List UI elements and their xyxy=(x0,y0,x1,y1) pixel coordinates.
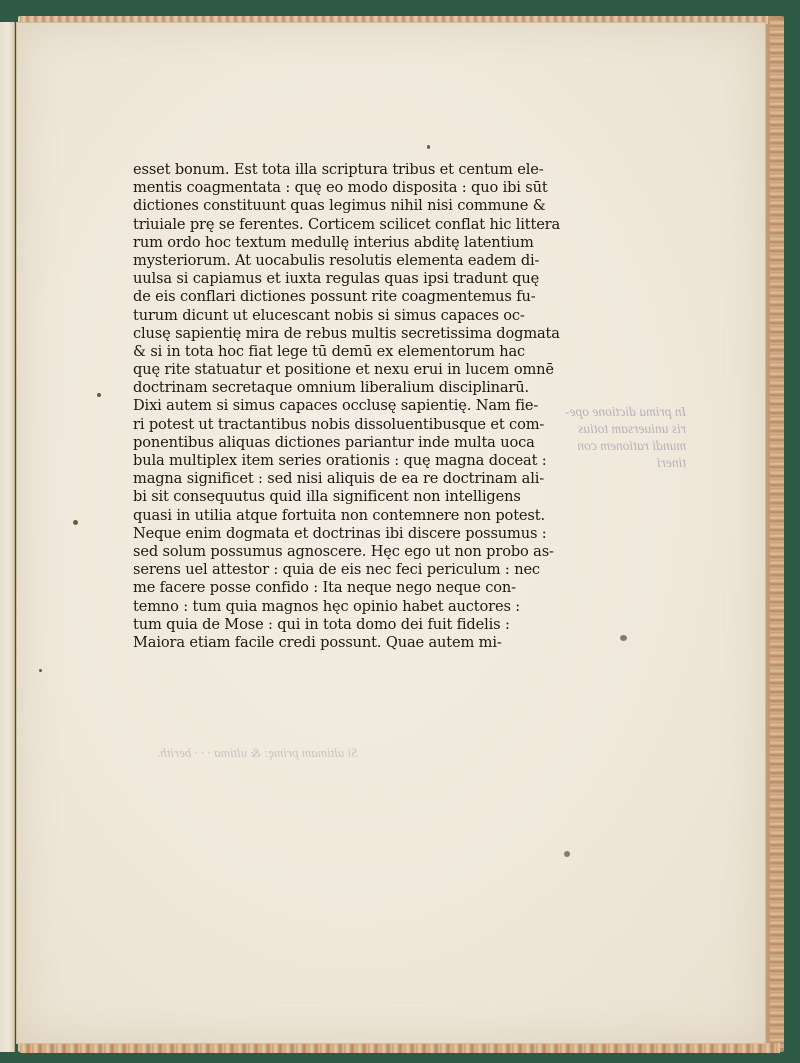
text-line: temno : tum quia magnos hęc opinio habet auctores : xyxy=(133,597,521,615)
text-line: & si in tota hoc fiat lege tū demū ex elementorum hac xyxy=(133,342,526,360)
ink-spot xyxy=(97,393,101,397)
ink-spot xyxy=(73,520,78,525)
ink-spot xyxy=(564,851,570,857)
text-line: magna significet : sed nisi aliquis de ea re doctrinam ali- xyxy=(133,470,545,488)
text-line: Dixi autem si simus capaces occlusę sapientię. Nam fie- xyxy=(133,397,539,415)
text-line: ri potest ut tractantibus nobis dissoluentibusque et com- xyxy=(133,415,545,433)
show-through-text: Si ultimam primę: & ultima · · · berith. xyxy=(157,745,358,760)
text-line: quasi in utilia atque fortuita non contemnere non potest. xyxy=(133,506,545,524)
ink-spot xyxy=(620,635,627,641)
ink-spot xyxy=(39,669,42,672)
text-line: clusę sapientię mira de rebus multis secretissima dogmata xyxy=(133,324,560,342)
text-line: sed solum possumus agnoscere. Hęc ego ut non probo as- xyxy=(133,542,554,560)
book-page xyxy=(16,22,766,1044)
text-line: turum dicunt ut elucescant nobis si simus capaces oc- xyxy=(133,306,525,324)
text-line: Maiora etiam facile credi possunt. Quae autem mi- xyxy=(133,633,502,651)
text-line: uulsa si capiamus et iuxta regulas quas ipsi tradunt quę xyxy=(133,270,540,288)
text-line: doctrinam secretaque omnium liberalium disciplinarū. xyxy=(133,379,529,397)
page-edge-right xyxy=(770,20,784,1048)
text-line: de eis conflari dictiones possunt rite coagmentemus fu- xyxy=(133,288,536,306)
text-line: rum ordo hoc textum medullę interius abditę latentium xyxy=(133,233,534,251)
text-line: quę rite statuatur et positione et nexu erui in lucem omnē xyxy=(133,361,554,379)
text-line: me facere posse confido : Ita neque nego neque con- xyxy=(133,579,516,597)
text-line: bula multiplex item series orationis : quę magna doceat : xyxy=(133,452,547,469)
text-line: Neque enim dogmata et doctrinas ibi discere possumus : xyxy=(133,524,547,542)
text-line: mentis coagmentata : quę eo modo disposita : quo ibi sūt xyxy=(133,179,548,197)
text-line: esset bonum. Est tota illa scriptura tribus et centum ele- xyxy=(133,161,544,178)
facing-page-edge xyxy=(0,22,15,1052)
show-through-margin-note: In prima dictione ope- ris uniuersam totius mundi rationem con tineri xyxy=(565,404,687,470)
page-edge-bottom xyxy=(20,1043,780,1053)
text-line: dictiones constituunt quas legimus nihil nisi commune & xyxy=(133,197,546,215)
text-line: mysteriorum. At uocabulis resolutis elementa eadem di- xyxy=(133,251,540,269)
ink-spot xyxy=(427,145,430,149)
body-text xyxy=(133,161,563,652)
text-line: serens uel attestor : quia de eis nec feci periculum : nec xyxy=(133,561,540,579)
text-line: triuiale prę se ferentes. Corticem scilicet conflat hic littera xyxy=(133,215,561,233)
text-line: ponentibus aliquas dictiones pariantur inde multa uoca xyxy=(133,433,535,451)
text-line: tum quia de Mose : qui in tota domo dei fuit fidelis : xyxy=(133,615,510,633)
text-line: bi sit consequutus quid illa significent non intelligens xyxy=(133,488,521,506)
